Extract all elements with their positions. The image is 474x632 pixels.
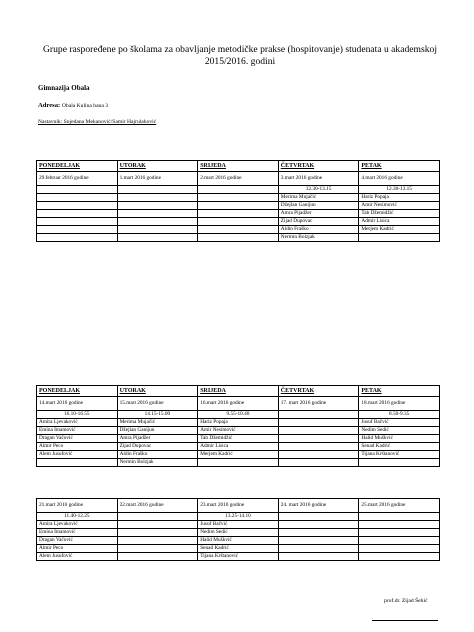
table-row [37, 194, 440, 202]
date-cell: 16.mart 2016 godine [198, 397, 279, 411]
student-cell [37, 202, 118, 210]
student-cell: Džejlan Ganijun [278, 202, 359, 210]
student-cell [278, 419, 359, 427]
table-row [37, 218, 440, 226]
table-row [37, 202, 440, 210]
date-cell: 23.mart 2016 godine [198, 499, 279, 513]
student-cell: Jusuf Bačvić [359, 419, 440, 427]
student-cell: Zijad Dupovac [278, 218, 359, 226]
document-title: Grupe raspoređene po školama za obavljanje metodičke prakse (hospitovanje) studenata u akademskoj 2015/2016. godini [42, 44, 437, 67]
time-cell: 11.40-12.25 [37, 513, 118, 521]
date-cell: 22.mart 2016 godine [117, 499, 198, 513]
day-header: PETAK [359, 161, 440, 172]
student-cell: Nedim Sedić [198, 529, 279, 537]
student-cell [278, 427, 359, 435]
student-cell [359, 529, 440, 537]
signature-line [372, 620, 438, 621]
day-header: PONEDELJAK [37, 161, 118, 172]
student-cell [198, 194, 279, 202]
time-cell: 12.30-13.15 [278, 186, 359, 194]
table-header-row [37, 161, 440, 172]
day-header: UTORAK [117, 161, 198, 172]
student-cell [278, 443, 359, 451]
student-cell: Hariz Popaja [198, 419, 279, 427]
table-row [37, 537, 440, 545]
time-cell: 8.50-9.35 [359, 411, 440, 419]
student-cell: Tijana Krštanović [198, 553, 279, 561]
student-cell [117, 210, 198, 218]
student-cell [198, 226, 279, 234]
schedule-table-3 [36, 498, 440, 561]
time-cell [117, 513, 198, 521]
date-cell: 15.mart 2016 godine [117, 397, 198, 411]
date-cell: 3.mart 2016 godine [278, 172, 359, 186]
day-header: SRIJEDA [198, 386, 279, 397]
student-cell [117, 553, 198, 561]
student-cell: Aldin Fraško [278, 226, 359, 234]
student-cell [359, 521, 440, 529]
date-cell: 21.mart 2016 godine [37, 499, 118, 513]
student-cell: Amir Nesimović [198, 427, 279, 435]
schedule-table-1 [36, 160, 440, 242]
time-cell: 16.10-16.55 [37, 411, 118, 419]
table-row [37, 521, 440, 529]
student-cell: Jusuf Bačvić [198, 521, 279, 529]
student-cell: Tijana Krštanović [359, 451, 440, 459]
student-cell [278, 435, 359, 443]
student-cell [359, 459, 440, 467]
student-cell [117, 521, 198, 529]
signature-name: prof.dr. Zijad Šehić [384, 598, 428, 604]
student-cell: Nermin Bolzjak [117, 459, 198, 467]
table-row [37, 443, 440, 451]
time-cell [278, 513, 359, 521]
student-cell: Senad Kadrić [198, 545, 279, 553]
student-cell [278, 521, 359, 529]
date-cell: 14.mart 2016 godine [37, 397, 118, 411]
date-cell: 25.mart 2016 godine [359, 499, 440, 513]
date-row [37, 499, 440, 513]
student-cell [278, 537, 359, 545]
student-cell: Nermin Bolzjak [278, 234, 359, 242]
student-cell [359, 234, 440, 242]
date-row [37, 397, 440, 411]
student-cell [37, 459, 118, 467]
time-cell [359, 513, 440, 521]
table-row [37, 234, 440, 242]
student-cell [117, 537, 198, 545]
date-cell: 24. mart 2016 godine [278, 499, 359, 513]
day-header: UTORAK [117, 386, 198, 397]
student-cell: Tab Džemidžić [198, 435, 279, 443]
student-cell [278, 553, 359, 561]
date-cell: 18.mart 2016 godine [359, 397, 440, 411]
student-cell [37, 226, 118, 234]
time-cell [117, 186, 198, 194]
school-address [38, 102, 108, 109]
student-cell [198, 218, 279, 226]
student-cell [37, 234, 118, 242]
day-header: ČETVRTAK [278, 161, 359, 172]
time-cell: 12.30-13.15 [359, 186, 440, 194]
table-row [37, 427, 440, 435]
time-row [37, 411, 440, 419]
student-cell: Almir Peco [37, 545, 118, 553]
date-cell: 2.mart 2016 godine [198, 172, 279, 186]
table-row [37, 545, 440, 553]
student-cell: Senad Kadrić [359, 443, 440, 451]
student-cell: Amir Nesimović [359, 202, 440, 210]
student-cell [37, 210, 118, 218]
student-cell: Emina Imamović [37, 529, 118, 537]
table-row [37, 435, 440, 443]
student-cell: Almir Peco [37, 443, 118, 451]
student-cell [198, 202, 279, 210]
time-cell: 13.25-14.10 [198, 513, 279, 521]
student-cell: Amira Ljevaković [37, 419, 118, 427]
student-cell [198, 459, 279, 467]
student-cell: Merima Mujačić [278, 194, 359, 202]
day-header: ČETVRTAK [278, 386, 359, 397]
student-cell: Halid Muškvić [359, 435, 440, 443]
table-row [37, 553, 440, 561]
student-cell: Amra Pijadžer [278, 210, 359, 218]
teachers-line: Nastavnik: Snjedana Mekanović/Samir Hajrulahović [38, 119, 157, 125]
time-row [37, 186, 440, 194]
date-cell: 4.mart 2016 godine [359, 172, 440, 186]
student-cell [117, 529, 198, 537]
student-cell: Dragan Vačović [37, 435, 118, 443]
student-cell: Alem Jusufović [37, 451, 118, 459]
student-cell [117, 194, 198, 202]
date-cell: 17. mart 2016 godine [278, 397, 359, 411]
table-row [37, 419, 440, 427]
student-cell: Džejlan Ganijun [117, 427, 198, 435]
student-cell [117, 202, 198, 210]
student-cell [278, 459, 359, 467]
student-cell: Emina Imamović [37, 427, 118, 435]
table-row [37, 529, 440, 537]
student-cell [117, 218, 198, 226]
day-header: PETAK [359, 386, 440, 397]
student-cell: Amira Ljevaković [37, 521, 118, 529]
table-header-row [37, 386, 440, 397]
student-cell: Admir Lisica [198, 443, 279, 451]
time-cell [278, 411, 359, 419]
student-cell: Merima Mujačić [117, 419, 198, 427]
student-cell [278, 451, 359, 459]
student-cell: Hariz Popaja [359, 194, 440, 202]
date-row [37, 172, 440, 186]
schedule-table-2 [36, 385, 440, 467]
student-cell [37, 218, 118, 226]
table-row [37, 226, 440, 234]
table-row [37, 451, 440, 459]
student-cell: Zijad Dupovac [117, 443, 198, 451]
address-value: Obala Kulina bana 3 [61, 103, 109, 109]
time-row [37, 513, 440, 521]
time-cell [198, 186, 279, 194]
student-cell: Aldin Fraško [117, 451, 198, 459]
student-cell [117, 234, 198, 242]
time-cell [37, 186, 118, 194]
table-row [37, 459, 440, 467]
student-cell: Merjem Kadrić [359, 226, 440, 234]
time-cell: 14.15-15.00 [117, 411, 198, 419]
student-cell [198, 234, 279, 242]
student-cell [117, 545, 198, 553]
student-cell: Alem Jusufović [37, 553, 118, 561]
day-header: SRIJEDA [198, 161, 279, 172]
student-cell: Tab Džemidžić [359, 210, 440, 218]
student-cell [359, 537, 440, 545]
table-row [37, 210, 440, 218]
student-cell [278, 529, 359, 537]
student-cell: Merjem Kadrić [198, 451, 279, 459]
student-cell [359, 545, 440, 553]
school-name: Gimnazija Obala [38, 84, 90, 92]
student-cell [117, 226, 198, 234]
student-cell [198, 210, 279, 218]
time-cell: 9.55-10.40 [198, 411, 279, 419]
student-cell: Amra Pijadžer [117, 435, 198, 443]
student-cell: Admir Lisica [359, 218, 440, 226]
student-cell: Nedim Sedić [359, 427, 440, 435]
address-label: Adresa: [38, 102, 61, 109]
student-cell: Halid Muškvić [198, 537, 279, 545]
date-cell: 29.februar 2016 godine [37, 172, 118, 186]
student-cell [278, 545, 359, 553]
day-header: PONEDELJAK [37, 386, 118, 397]
student-cell [37, 194, 118, 202]
date-cell: 1.mart 2016 godine [117, 172, 198, 186]
student-cell: Dragan Vačović [37, 537, 118, 545]
student-cell [359, 553, 440, 561]
